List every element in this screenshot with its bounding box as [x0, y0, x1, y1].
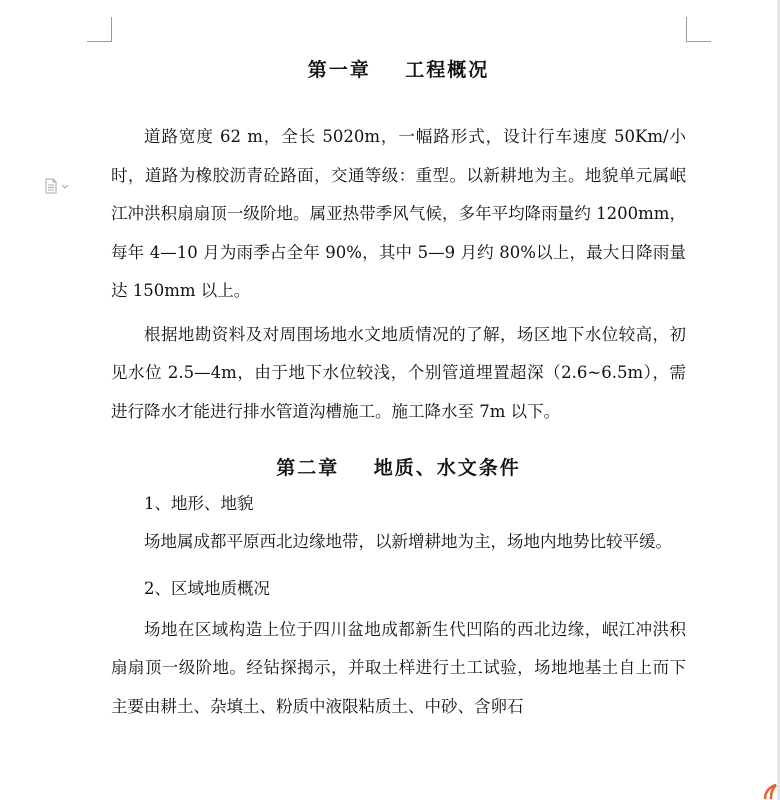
- document-comment-icon[interactable]: [44, 178, 72, 194]
- spacer: [111, 562, 686, 570]
- section-1-paragraph: 场地属成都平原西北边缘地带，以新增耕地为主，场地内地势比较平缓。: [144, 532, 672, 551]
- chapter-1-paragraph-1: 道路宽度 62 m，全长 5020m，一幅路形式，设计行车速度 50Km/小时，道路为橡胶沥青砼路面，交通等级：重型。以新耕地为主。地貌单元属岷江冲洪积扇扇顶一级阶地。属亚热带季风气候，多年平均降雨量约 1200mm，每年 4—10 月为雨季占全年 90%，其中 5—9 月约 80%以上，最大日降雨量达 150mm 以上。: [111, 127, 686, 300]
- section-1-heading: 1、地形、地貌: [144, 494, 254, 513]
- chapter-1-title: 第一章 工程概况: [307, 59, 490, 81]
- document-body: [111, 50, 686, 726]
- section-2-heading: 2、区域地质概况: [144, 578, 270, 598]
- crop-mark-top-right: [686, 17, 711, 42]
- chapter-2-title: 第二章 地质、水文条件: [276, 457, 521, 479]
- section-2-paragraph: 场地在区域构造上位于四川盆地成都新生代凹陷的西北边缘，岷江冲洪积扇扇顶一级阶地。经钻探揭示，并取土样进行土工试验，场地地基土自上而下主要由耕土、杂填土、粉质中液限粘质土、中砂、含卵石: [111, 619, 686, 716]
- crop-mark-top-left: [87, 17, 112, 42]
- chapter-1-paragraph-2: 根据地勘资料及对周围场地水文地质情况的了解，场区地下水位较高，初见水位 2.5—4m，由于地下水位较浅，个别管道埋置超深（2.6~6.5m），需进行降水才能进行排水管道沟槽施工。施工降水至 7m 以下。: [111, 324, 686, 421]
- app-logo-icon: [762, 782, 780, 800]
